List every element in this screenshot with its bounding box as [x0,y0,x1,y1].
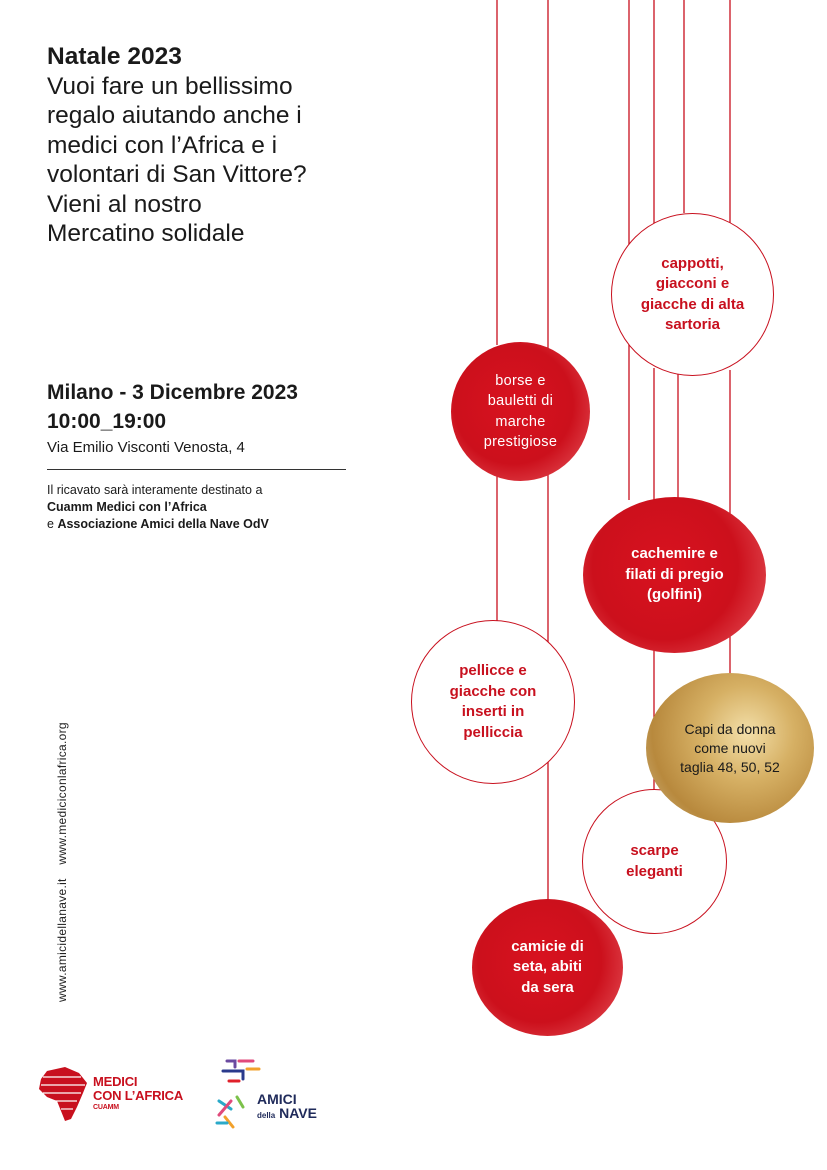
event-info [47,378,367,459]
headline-line: regalo aiutando anche i [47,102,302,129]
ornament-text: cappotti, [661,254,724,272]
amici-della-nave-logo [213,1057,323,1137]
ornament-text: giacche di alta [640,295,745,313]
ornament-text: camicie di [511,937,584,955]
ornament-text: pellicce e [459,662,527,679]
ornament-capi-donna [646,673,814,823]
headline-line: volontari di San Vittore? [47,161,307,188]
ornament-text: bauletti di [487,393,554,409]
logo-medici-line3: CUAMM [93,1104,119,1111]
ornament-borse [451,342,590,481]
ornament-text: seta, abiti [512,958,583,976]
headline-line: medici con l’Africa e i [47,131,278,159]
ornament-text: pelliccia [463,723,523,741]
ornament-text: sartoria [664,316,721,333]
proceeds-conjunction: e [47,517,58,531]
headline [47,42,377,249]
amici-logo-mark-icon [213,1057,261,1137]
headline-line: Mercatino solidale [47,220,245,247]
ornament-text: cachemire e [631,545,718,563]
ornament-text: inserti in [461,703,525,720]
proceeds-note [47,482,367,533]
headline-line: Vuoi fare un bellissimo [47,72,293,100]
ornament-text: (golfini) [647,586,702,604]
ornament-text: come nuovi [694,739,766,756]
divider [47,469,346,470]
medici-con-lafrica-logo [35,1063,205,1125]
website-medici[interactable]: www.mediciconlafrica.org [55,722,69,865]
ornament-text: giacche con [449,682,537,700]
event-address: Via Emilio Visconti Venosta, 4 [47,439,245,456]
logo-medici-line1: MEDICI [93,1074,138,1089]
headline-line: Vieni al nostro [47,190,202,218]
ornament-camicie [472,899,623,1036]
ornament-text: prestigiose [483,434,558,450]
logo-amici-line1: AMICI [257,1091,297,1107]
headline-title: Natale 2023 [47,43,182,70]
ornament-text: filati di pregio [625,565,724,583]
proceeds-org-cuamm: Cuamm Medici con l’Africa [47,500,207,514]
ornament-text: Capi da donna [684,720,776,737]
logo-amici-della: della [257,1111,276,1120]
ornament-cappotti [611,213,774,376]
ornament-text: da sera [521,978,574,996]
website-amici[interactable]: www.amicidellanave.it [55,878,69,1002]
ornament-cachemire [583,497,766,653]
websites [55,722,69,1002]
ornament-pellicce [411,620,575,784]
ornament-text: borse e [495,372,546,389]
ornament-text: giacconi e [655,275,730,292]
proceeds-org-amici: Associazione Amici della Nave OdV [57,517,269,531]
africa-map-icon [35,1063,95,1125]
ornament-text: eleganti [626,862,683,880]
logo-amici-nave: NAVE [279,1105,317,1121]
proceeds-intro: Il ricavato sarà interamente destinato a [47,483,263,497]
ornament-text: taglia 48, 50, 52 [680,758,780,775]
logo-medici-line2: CON L’AFRICA [93,1088,184,1103]
ornament-text: marche [495,413,546,430]
event-date: Milano - 3 Dicembre 2023 [47,381,298,404]
event-hours: 10:00_19:00 [47,410,167,433]
ornament-text: scarpe [630,842,679,859]
